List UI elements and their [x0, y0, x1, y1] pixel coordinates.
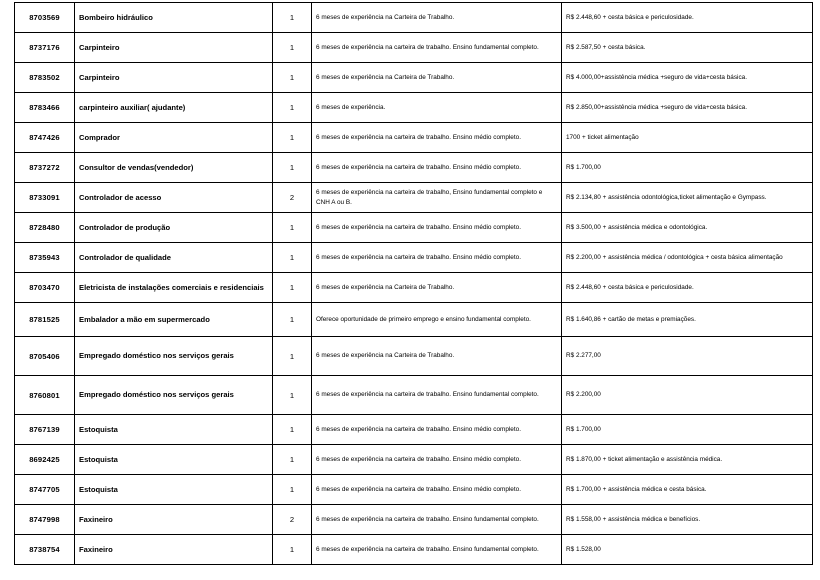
cell-requirements: 6 meses de experiência na carteira de trabalho. Ensino médio completo. [312, 213, 562, 243]
cell-job-title: Faxineiro [75, 535, 273, 565]
table-row [15, 33, 813, 63]
cell-job-id: 8737176 [15, 33, 75, 63]
cell-requirements: 6 meses de experiência. [312, 93, 562, 123]
table-row [15, 213, 813, 243]
cell-salary: R$ 1.558,00 + assistência médica e benefícios. [562, 505, 813, 535]
cell-salary: R$ 1.528,00 [562, 535, 813, 565]
cell-job-title: Controlador de acesso [75, 183, 273, 213]
table-row [15, 93, 813, 123]
cell-job-id: 8733091 [15, 183, 75, 213]
cell-quantity: 1 [273, 376, 312, 415]
cell-job-id: 8705406 [15, 337, 75, 376]
vagas-table-container [14, 2, 812, 565]
cell-requirements: 6 meses de experiência na carteira de trabalho. Ensino médio completo. [312, 153, 562, 183]
cell-quantity: 1 [273, 153, 312, 183]
cell-quantity: 1 [273, 303, 312, 337]
cell-requirements: 6 meses de experiência na carteira de trabalho. Ensino médio completo. [312, 243, 562, 273]
table-row [15, 273, 813, 303]
cell-salary: R$ 1.640,86 + cartão de metas e premiações. [562, 303, 813, 337]
cell-salary: R$ 1.700,00 [562, 415, 813, 445]
cell-job-id: 8747426 [15, 123, 75, 153]
table-row [15, 183, 813, 213]
cell-salary: R$ 2.850,00+assistência médica +seguro de vida+cesta básica. [562, 93, 813, 123]
cell-job-title: carpinteiro auxiliar( ajudante) [75, 93, 273, 123]
cell-requirements: 6 meses de experiência na carteira de trabalho. Ensino fundamental completo. [312, 376, 562, 415]
cell-job-id: 8692425 [15, 445, 75, 475]
cell-requirements: 6 meses de experiência na carteira de trabalho. Ensino médio completo. [312, 475, 562, 505]
cell-job-id: 8760801 [15, 376, 75, 415]
cell-job-id: 8737272 [15, 153, 75, 183]
table-row [15, 337, 813, 376]
cell-quantity: 1 [273, 415, 312, 445]
table-row [15, 505, 813, 535]
cell-quantity: 1 [273, 273, 312, 303]
cell-salary: R$ 2.448,60 + cesta básica e periculosidade. [562, 3, 813, 33]
cell-job-title: Empregado doméstico nos serviços gerais [75, 337, 273, 376]
table-row [15, 535, 813, 565]
table-row [15, 243, 813, 273]
cell-job-title: Carpinteiro [75, 33, 273, 63]
cell-salary: R$ 1.870,00 + ticket alimentação e assistência médica. [562, 445, 813, 475]
cell-job-id: 8738754 [15, 535, 75, 565]
cell-requirements: Oferece oportunidade de primeiro emprego e ensino fundamental completo. [312, 303, 562, 337]
cell-requirements: 6 meses de experiência na carteira de trabalho. Ensino fundamental completo. [312, 535, 562, 565]
table-row [15, 123, 813, 153]
table-row [15, 445, 813, 475]
cell-job-title: Estoquista [75, 445, 273, 475]
table-row [15, 3, 813, 33]
table-row [15, 475, 813, 505]
cell-job-title: Carpinteiro [75, 63, 273, 93]
cell-job-title: Controlador de produção [75, 213, 273, 243]
cell-job-title: Eletricista de instalações comerciais e residenciais [75, 273, 273, 303]
table-row [15, 153, 813, 183]
cell-quantity: 1 [273, 123, 312, 153]
cell-job-id: 8703569 [15, 3, 75, 33]
cell-job-id: 8783502 [15, 63, 75, 93]
cell-salary: R$ 2.200,00 + assistência médica / odontológica + cesta básica alimentação [562, 243, 813, 273]
cell-salary: R$ 2.277,00 [562, 337, 813, 376]
cell-quantity: 1 [273, 337, 312, 376]
cell-job-id: 8703470 [15, 273, 75, 303]
table-row [15, 376, 813, 415]
cell-job-id: 8781525 [15, 303, 75, 337]
cell-job-title: Estoquista [75, 415, 273, 445]
cell-quantity: 1 [273, 93, 312, 123]
cell-job-title: Consultor de vendas(vendedor) [75, 153, 273, 183]
cell-salary: R$ 2.587,50 + cesta básica. [562, 33, 813, 63]
cell-requirements: 6 meses de experiência na carteira de trabalho. Ensino fundamental completo. [312, 505, 562, 535]
cell-job-id: 8747705 [15, 475, 75, 505]
cell-salary: R$ 2.134,80 + assistência odontológica,ticket alimentação e Gympass. [562, 183, 813, 213]
cell-requirements: 6 meses de experiência na Carteira de Trabalho. [312, 337, 562, 376]
cell-requirements: 6 meses de experiência na Carteira de Trabalho. [312, 273, 562, 303]
cell-salary: 1700 + ticket alimentação [562, 123, 813, 153]
cell-quantity: 1 [273, 475, 312, 505]
cell-job-title: Bombeiro hidráulico [75, 3, 273, 33]
cell-quantity: 1 [273, 33, 312, 63]
cell-salary: R$ 1.700,00 [562, 153, 813, 183]
cell-quantity: 2 [273, 183, 312, 213]
cell-salary: R$ 3.500,00 + assistência médica e odontológica. [562, 213, 813, 243]
cell-requirements: 6 meses de experiência na carteira de trabalho, Ensino fundamental completo e CNH A ou B. [312, 183, 562, 213]
table-row [15, 63, 813, 93]
cell-job-title: Comprador [75, 123, 273, 153]
cell-job-title: Empregado doméstico nos serviços gerais [75, 376, 273, 415]
cell-salary: R$ 2.448,60 + cesta básica e periculosidade. [562, 273, 813, 303]
cell-requirements: 6 meses de experiência na carteira de trabalho. Ensino médio completo. [312, 123, 562, 153]
vagas-table-body [15, 3, 813, 565]
cell-requirements: 6 meses de experiência na Carteira de Trabalho. [312, 63, 562, 93]
cell-job-id: 8783466 [15, 93, 75, 123]
cell-salary: R$ 2.200,00 [562, 376, 813, 415]
cell-job-title: Controlador de qualidade [75, 243, 273, 273]
table-row [15, 303, 813, 337]
cell-job-title: Estoquista [75, 475, 273, 505]
cell-job-id: 8747998 [15, 505, 75, 535]
vagas-table [14, 2, 813, 565]
cell-job-id: 8767139 [15, 415, 75, 445]
cell-requirements: 6 meses de experiência na carteira de trabalho. Ensino fundamental completo. [312, 33, 562, 63]
cell-quantity: 1 [273, 445, 312, 475]
cell-job-id: 8728480 [15, 213, 75, 243]
cell-requirements: 6 meses de experiência na Carteira de Trabalho. [312, 3, 562, 33]
cell-job-title: Embalador a mão em supermercado [75, 303, 273, 337]
cell-quantity: 1 [273, 63, 312, 93]
cell-quantity: 1 [273, 213, 312, 243]
cell-job-id: 8735943 [15, 243, 75, 273]
cell-quantity: 2 [273, 505, 312, 535]
cell-quantity: 1 [273, 3, 312, 33]
cell-requirements: 6 meses de experiência na carteira de trabalho. Ensino médio completo. [312, 415, 562, 445]
table-row [15, 415, 813, 445]
cell-salary: R$ 1.700,00 + assistência médica e cesta básica. [562, 475, 813, 505]
cell-quantity: 1 [273, 243, 312, 273]
cell-requirements: 6 meses de experiência na carteira de trabalho. Ensino médio completo. [312, 445, 562, 475]
cell-job-title: Faxineiro [75, 505, 273, 535]
cell-salary: R$ 4.000,00+assistência médica +seguro de vida+cesta básica. [562, 63, 813, 93]
cell-quantity: 1 [273, 535, 312, 565]
